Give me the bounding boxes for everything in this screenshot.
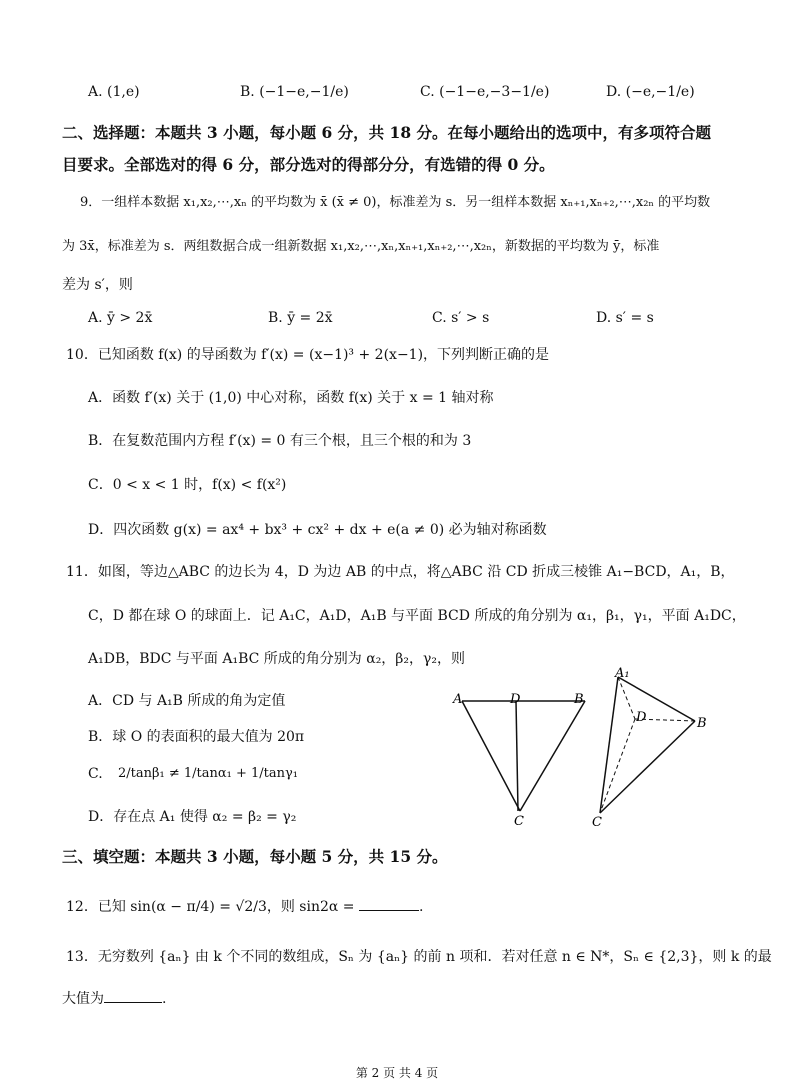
q10-option-c: C．0 < x < 1 时，f(x) < f(x²) xyxy=(88,477,287,493)
section3-heading: 三、填空题：本题共 3 小题，每小题 5 分，共 15 分。 xyxy=(62,847,448,866)
q11-option-c-formula: 2/tanβ₁ ≠ 1/tanα₁ + 1/tanγ₁ xyxy=(118,766,299,781)
q11-line3: A₁DB，BDC 与平面 A₁BC 所成的角分别为 α₂，β₂，γ₂，则 xyxy=(88,651,465,667)
q9-option-d: D. s′ = s xyxy=(596,310,654,326)
pyramid-figure xyxy=(592,666,707,830)
page-footer: 第 2 页 共 4 页 xyxy=(355,1066,439,1080)
q12-text: 12．已知 sin(α − π/4) = √2/3，则 sin2α = xyxy=(66,899,355,915)
triangle-label-c: C xyxy=(514,814,524,829)
q11-line2: C，D 都在球 O 的球面上．记 A₁C，A₁D，A₁B 与平面 BCD 所成的角分别为 α₁，β₁，γ₁，平面 A₁DC， xyxy=(88,608,746,624)
q11-option-d: D．存在点 A₁ 使得 α₂ = β₂ = γ₂ xyxy=(88,809,297,825)
q9-option-b: B. ȳ = 2x̄ xyxy=(268,310,333,326)
q9-option-c: C. s′ > s xyxy=(432,310,490,326)
q11-line1: 11．如图，等边△ABC 的边长为 4，D 为边 AB 的中点，将△ABC 沿 CD 折成三棱锥 A₁−BCD，A₁，B， xyxy=(66,564,735,580)
triangle-label-b: B xyxy=(574,692,584,707)
pyramid-label-c: C xyxy=(592,815,602,830)
q8-option-a: A. (1,e) xyxy=(88,84,140,100)
section2-heading-line1: 二、选择题：本题共 3 小题，每小题 6 分，共 18 分。在每小题给出的选项中，有多项符合题 xyxy=(62,123,712,142)
pyramid-label-d: D xyxy=(636,710,647,725)
triangle-label-a: A xyxy=(453,692,463,707)
q8-option-b: B. (−1−e,−1/e) xyxy=(240,84,349,100)
q9-line3: 差为 s′，则 xyxy=(62,277,133,293)
q12-answer-blank xyxy=(359,896,419,911)
q8-option-c: C. (−1−e,−3−1/e) xyxy=(420,84,550,100)
q8-option-d: D. (−e,−1/e) xyxy=(606,84,695,100)
section2-heading-line2: 目要求。全部选对的得 6 分，部分选对的得部分分，有选错的得 0 分。 xyxy=(62,155,555,174)
q11-option-b: B．球 O 的表面积的最大值为 20π xyxy=(88,729,305,745)
pyramid-label-a1: A₁ xyxy=(615,666,630,681)
pyramid-label-b: B xyxy=(697,716,707,731)
q9-line1: 9．一组样本数据 x₁,x₂,⋯,xₙ 的平均数为 x̄ (x̄ ≠ 0)，标准差为 s．另一组样本数据 xₙ₊₁,xₙ₊₂,⋯,x₂ₙ 的平均数 xyxy=(80,195,711,210)
q13-answer-blank xyxy=(104,988,162,1003)
q10-option-d: D．四次函数 g(x) = ax⁴ + bx³ + cx² + dx + e(a ≠ 0) 必为轴对称函数 xyxy=(88,522,547,538)
q9-option-a: A. ȳ > 2x̄ xyxy=(88,310,153,326)
q13-text: 大值为 xyxy=(62,991,104,1007)
q12-line xyxy=(66,896,423,916)
triangle-label-d: D xyxy=(510,692,521,707)
q10-option-a: A．函数 f′(x) 关于 (1,0) 中心对称，函数 f(x) 关于 x = 1 轴对称 xyxy=(88,390,494,406)
q9-line2: 为 3x̄，标准差为 s．两组数据合成一组新数据 x₁,x₂,⋯,xₙ,xₙ₊₁,xₙ₊₂,⋯,x₂ₙ，新数据的平均数为 ȳ，标准 xyxy=(62,239,660,254)
q10-option-b: B．在复数范围内方程 f′(x) = 0 有三个根，且三个根的和为 3 xyxy=(88,433,472,449)
q13-period: . xyxy=(162,991,167,1007)
q11-figure xyxy=(450,665,730,835)
q10-stem: 10．已知函数 f(x) 的导函数为 f′(x) = (x−1)³ + 2(x−1)，下列判断正确的是 xyxy=(66,347,550,363)
q12-period: . xyxy=(418,899,424,915)
q13-line2 xyxy=(62,988,166,1008)
equilateral-triangle-figure xyxy=(452,692,585,829)
q11-option-c-prefix: C. xyxy=(88,766,103,782)
q11-option-a: A．CD 与 A₁B 所成的角为定值 xyxy=(88,693,286,709)
q13-line1: 13．无穷数列 {aₙ} 由 k 个不同的数组成，Sₙ 为 {aₙ} 的前 n 项和．若对任意 n ∈ N*，Sₙ ∈ {2,3}，则 k 的最 xyxy=(66,949,772,965)
